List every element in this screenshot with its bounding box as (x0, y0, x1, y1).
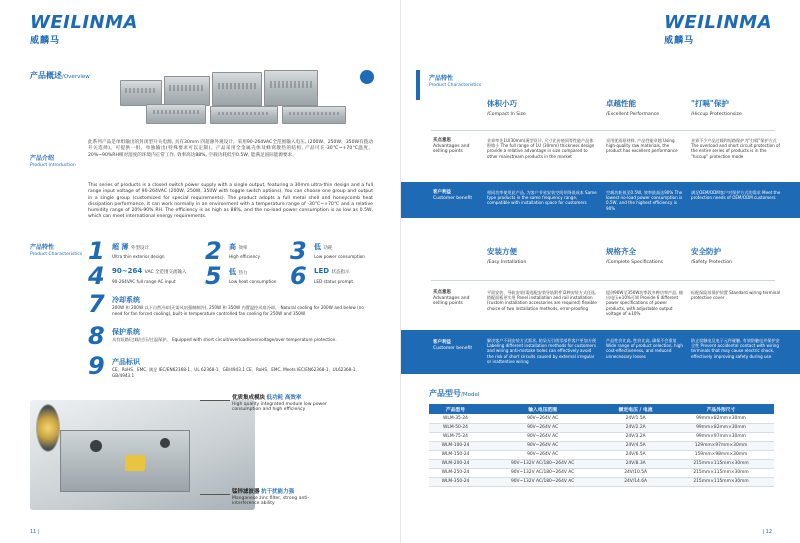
table-cell: 90V~132V AC/180~264V AC (482, 459, 603, 468)
row-label-selling (433, 138, 483, 155)
cell-selling: 提供90W至350W功率段多种功率产品, 输出电压±10%可调 Provide 6 different power specifications of power products, with adjustable output voltage of ±10% (606, 290, 683, 316)
overview-title-en: /Overview (62, 74, 90, 80)
feature-title (112, 267, 187, 275)
table-cell: 99mm×82mm×30mm (668, 423, 774, 432)
table-cell: WLM-150-24 (429, 450, 482, 459)
col-head-specifications (606, 246, 663, 265)
callout-module-hl: 低功耗 高效率 (266, 395, 302, 401)
table-cell: 24V/6.5A (603, 450, 668, 459)
table-cell: 159mm×98mm×30mm (668, 450, 774, 459)
feature-title (229, 267, 247, 277)
inset-detail-photo (36, 404, 60, 452)
cell-selling: 标配保险丝保护装置 Standard wiring terminal protective cover (691, 290, 780, 301)
table-cell: 24V/14.6A (603, 477, 668, 486)
col-head-cn: 安全防护 (691, 247, 721, 256)
callout-line (200, 494, 230, 495)
chars-title-cn: 产品特性 (429, 75, 454, 82)
models-table-body (429, 414, 774, 486)
models-title-en: /Model (461, 392, 480, 398)
cell-benefit: 相同功率使用此产品, 为客户节省安装空间并降低成本 Same type products in the same frequency range, compatible with installation space for customers (487, 190, 597, 206)
table-header: 产品型号 (429, 404, 482, 414)
feature-title-main: 低 (229, 268, 236, 276)
table-cell: 215mm×115mm×30mm (668, 468, 774, 477)
feature-num: 4 (88, 262, 105, 290)
models-title-cn: 产品型号 (429, 389, 461, 398)
benefit-band (401, 182, 800, 218)
feature-desc: 200W 和 200W 以下自然冷却(无需风扇强制制冷), 250W 和 350W 内置温控风扇冷却。 Natural cooling for 200W and below (no need for fan forced cooling), built-in temperature controlled fan cooling for 250W and 350W. (112, 305, 364, 316)
table-row (429, 477, 774, 486)
feature-title (314, 267, 350, 275)
feature-num: 6 (290, 262, 307, 290)
col-head-hiccup (691, 98, 742, 117)
table-cell: 129mm×97mm×30mm (668, 441, 774, 450)
table-cell: WLM-200-24 (429, 459, 482, 468)
col-head-cn: 体积小巧 (487, 99, 517, 108)
feature-item (88, 237, 188, 265)
features-title (30, 242, 82, 257)
table-cell: WLM-350-24 (429, 477, 482, 486)
row-label-en: Advantages and selling points (433, 143, 470, 154)
feature-item (205, 237, 285, 265)
row-label-en: Customer benefit (433, 345, 473, 351)
feature-title-sub: 热力 (238, 271, 248, 276)
row-label-cn: 客户利益 (433, 190, 451, 195)
table-cell: 90V~264V AC (482, 423, 603, 432)
table-cell: WLM-50-24 (429, 423, 482, 432)
cell-selling: 采用优质原材料, 产品性能卓越 Using high-quality raw materials, the product has excellent performance (606, 138, 678, 154)
cell-benefit: 解决客户不同安装方式需求, 防呆无引线零部件客户更加方便 Labeling different installation methods for customers and wiring anti-mistake holes can effectively avoid the risk of short circuits caused by external irregular or inattentive wiring (487, 338, 597, 364)
feature-title-main: 高 (229, 243, 236, 251)
feature-num: 1 (88, 237, 105, 265)
chars-title-en: Product Characteristics (429, 83, 482, 88)
col-head-en: /Hiccup Protectionsize (691, 112, 742, 117)
table-cell: 24V/10.5A (603, 468, 668, 477)
cell-benefit: 空载功耗低至0.5W, 效率最高达90% The lowest no-load power consumption is 0.5W, and the highest efficiency is 90% (606, 190, 683, 211)
feature-title-sub: 状态指示 (331, 270, 350, 275)
col-head-compact (487, 98, 526, 117)
table-cell: 90V~132V AC/180~264V AC (482, 477, 603, 486)
cell-selling: 业界不少产品过载和短路保护为"打嗝"保护方式 The overload and short circuit protection of the entire series of products is in the "hiccup" protection mode (691, 138, 780, 159)
feature-title-sub: VAC 全范围交流输入 (144, 270, 187, 275)
table-cell: 99mm×97mm×30mm (668, 432, 774, 441)
col-head-cn: 卓越性能 (606, 99, 636, 108)
capacitor (90, 440, 102, 452)
feature-desc: High efficiency (229, 254, 261, 259)
table-header: 产品外形尺寸 (668, 404, 774, 414)
cell-selling: 平面安装、导轨安装(需选配安装导轨附件)2种安装方式任选, 搭配面板更实用 Panel installation and rail installation (custom installation accessories are required) flexible choice of two installation methods, error-proofing (487, 290, 597, 311)
feature-desc: 具有短路/过载/过压/过温保护。 Equipped with short circuit/overload/overvoltage/over temperature protection. (112, 337, 337, 342)
table-cell: WLM-100-24 (429, 441, 482, 450)
cell-benefit: 防止误触电及电子元件碰触, 有效防触电并保护安全性 Prevent accidental contact with wiring terminals that may cause electric shock, effectively improving safety during use (691, 338, 780, 359)
col-head-performance (606, 98, 659, 117)
table-cell: 90V~264V AC (482, 450, 603, 459)
accent-bar (416, 70, 420, 100)
feature-title (112, 242, 149, 252)
feature-item (290, 262, 380, 290)
col-head-en: /Excellent Performance (606, 112, 660, 117)
table-row (429, 432, 774, 441)
feature-title-sub: 功耗 (323, 246, 333, 251)
page-number: 11 | (30, 529, 40, 535)
feature-title-main: 低 (314, 243, 321, 251)
feature-desc: 90-264VAC full range AC input (112, 279, 176, 284)
feature-num: 5 (205, 262, 222, 290)
intro-title-cn: 产品介绍 (30, 155, 55, 162)
feature-desc: CE、RoHS、EMC, 满足 IEC/EN62368-1、UL 62368-1、GB/4943.1 CE、RoHS、EMC, Meets IEC/EN62368-1、UL62368-1、GB/4943.1 (112, 367, 360, 378)
intro-text-en: This series of products is a closed switch power supply with a single output, featuring a 30mm ultra-thin design and a full range input voltage of 90-264VAC (200W, 250W, 350W with toggle switch options). You can choose one group and output in a single group (customized for special requirements). The product adopts a full metal shell and honeycomb heat dissipation performance, it can work normally in an environment with a temperature range of -30℃~+70℃ and a relative humidity range of 20%-90% RH. The efficiency is as high as 88%, and the no-load power consumption is as low as 0.5W, which can meet international energy requirements. (88, 183, 373, 220)
psu-image (120, 80, 162, 106)
table-header: 输入电压范围 (482, 404, 603, 414)
row-label-en: Customer benefit (433, 195, 473, 201)
page-number: | 12 (762, 529, 772, 535)
callout-module (232, 396, 327, 413)
feature-item (290, 237, 380, 265)
table-row (429, 450, 774, 459)
feature-num: 8 (88, 322, 105, 350)
col-head-en: /Compact In Size (487, 112, 526, 117)
features-title-en: Product Characteristics (30, 252, 83, 257)
table-cell: 24V/1.5A (603, 414, 668, 423)
feature-title (314, 242, 332, 252)
row-label-cn: 客户利益 (433, 340, 451, 345)
psu-image (146, 104, 206, 124)
col-head-cn: "打嗝"保护 (691, 99, 729, 108)
table-cell: 99mm×82mm×30mm (668, 414, 774, 423)
decorative-icon (360, 70, 374, 84)
feature-item (88, 290, 378, 323)
row-label-selling (433, 290, 483, 307)
table-row (429, 441, 774, 450)
table-cell: WLM-35-24 (429, 414, 482, 423)
row-label-en: Advantages and selling points (433, 295, 470, 306)
col-head-installation (487, 246, 526, 265)
models-title (429, 388, 479, 399)
table-row (429, 423, 774, 432)
feature-title-sub: 外型设计 (130, 246, 149, 251)
table-row (429, 414, 774, 423)
feature-desc: Low power consumption (314, 254, 365, 259)
intro-title-en: Product Introduction (30, 163, 76, 168)
psu-image (212, 72, 262, 106)
callout-filter (232, 490, 327, 507)
feature-title-main: LED (314, 267, 330, 275)
brand-logo-cn: 威麟马 (664, 36, 695, 46)
feature-desc: Ultra thin exterior design (112, 254, 165, 259)
chars-title (429, 73, 481, 88)
table-cell: 90V~264V AC (482, 414, 603, 423)
feature-desc: Low heat consumption (229, 279, 277, 284)
brand-logo (30, 14, 138, 46)
divider (431, 280, 775, 281)
callout-module-title: 优质集成模块 (232, 395, 266, 401)
brand-logo-en: WEILINMA (30, 12, 138, 33)
feature-desc: LED status prompt (314, 279, 353, 284)
transformer (125, 455, 145, 471)
table-header: 额定电压 / 电流 (603, 404, 668, 414)
cell-benefit: 满足OEM/ODM客户对保护方式的需求 Meet the protection needs of OEM/ODM customers (691, 190, 781, 201)
capacitor (160, 438, 170, 448)
psu-image (264, 70, 318, 106)
feature-num: 3 (290, 237, 307, 265)
col-head-cn: 安装方便 (487, 247, 517, 256)
features-title-cn: 产品特性 (30, 244, 55, 251)
col-head-en: /Easy Installation (487, 260, 527, 265)
feature-title: 冷却系统 (112, 296, 140, 304)
callout-filter-hl: 抗干扰能力强 (260, 489, 294, 495)
product-photo (120, 66, 350, 126)
table-cell: 90V~264V AC (482, 441, 603, 450)
feature-item (88, 262, 203, 290)
table-cell: 90V~264V AC (482, 432, 603, 441)
col-head-en: /Safety Protection (691, 260, 732, 265)
divider (431, 130, 775, 131)
row-label-cn: 买点意思 (433, 138, 451, 143)
col-head-en: /Complete Specifications (606, 260, 664, 265)
feature-title-sub: 效率 (238, 246, 248, 251)
table-row (429, 459, 774, 468)
row-label-benefit (433, 190, 483, 201)
feature-title: 产品标识 (112, 358, 140, 366)
brand-logo (664, 14, 772, 46)
table-cell: WLM-250-24 (429, 468, 482, 477)
overview-title-cn: 产品概述 (30, 71, 62, 80)
table-cell: 24V/2.2A (603, 423, 668, 432)
feature-title-main: 90~264 (112, 267, 143, 275)
feature-title: 保护系统 (112, 328, 140, 336)
table-cell: 24V/4.5A (603, 441, 668, 450)
table-cell: 90V~132V AC/180~264V AC (482, 468, 603, 477)
table-cell: 24V/3.2A (603, 432, 668, 441)
table-cell: WLM-75-24 (429, 432, 482, 441)
intro-title (30, 153, 76, 168)
benefit-band (401, 330, 800, 374)
feature-title-main: 超 薄 (112, 243, 129, 251)
col-head-safety (691, 246, 732, 265)
feature-item (88, 322, 378, 350)
table-cell: 24V/8.3A (603, 459, 668, 468)
overview-title (30, 70, 90, 81)
psu-image (164, 76, 210, 106)
feature-num: 7 (88, 290, 105, 318)
feature-item (88, 352, 378, 380)
row-label-benefit (433, 340, 483, 351)
cell-selling: 业界率先1U(30mm)薄型设计, 尺寸比传统同等性能产品体积缩小 The full range of 1U (30mm) thickness design provide a relative advantage in size compared to other mainstream products in the market (487, 138, 595, 159)
psu-image (210, 106, 278, 124)
brand-logo-cn: 威麟马 (30, 36, 61, 46)
right-page (400, 0, 800, 543)
table-cell: 215mm×115mm×30mm (668, 459, 774, 468)
brand-logo-en: WEILINMA (664, 12, 772, 33)
feature-num: 2 (205, 237, 222, 265)
callout-line (200, 400, 230, 401)
table-cell: 215mm×115mm×30mm (668, 477, 774, 486)
feature-title (229, 242, 247, 252)
callout-filter-title: 锰锌滤波器 (232, 489, 260, 495)
table-row (429, 468, 774, 477)
models-table (429, 404, 774, 487)
feature-num: 9 (88, 352, 105, 380)
intro-text-cn: 此系列产品是单组输出的封闭型开关电源, 具有30mm 四超薄外观设计。采用90-264VAC全范围输入电压, (200W、250W、350W有拨动开关选择)。可提供一组、单独输出(特殊要求可以定制)。产品采用全金属壳体及蜂窝散热的结构, 产品可在-30℃~+70℃温度、20%~90%RH相对湿度的环境内正常工作, 效率高达88%, 空载功耗低至0.5W, 能满足国际能源要求。 (88, 140, 373, 158)
col-head-cn: 规格齐全 (606, 247, 636, 256)
table-header-row (429, 404, 774, 414)
callout-filter-desc: Manganese zinc filter, strong anti-interference ability (232, 495, 309, 506)
callout-module-desc: High quality integrated module low power consumption and high efficiency (232, 401, 327, 412)
psu-image (282, 106, 346, 124)
feature-item (205, 262, 285, 290)
cell-benefit: 产品性价比高, 性价比高, 确保不会重复 Wide range of product selection, high cost-effectiveness, and reduced unnecessary losses (606, 338, 683, 359)
row-label-cn: 买点意思 (433, 290, 451, 295)
